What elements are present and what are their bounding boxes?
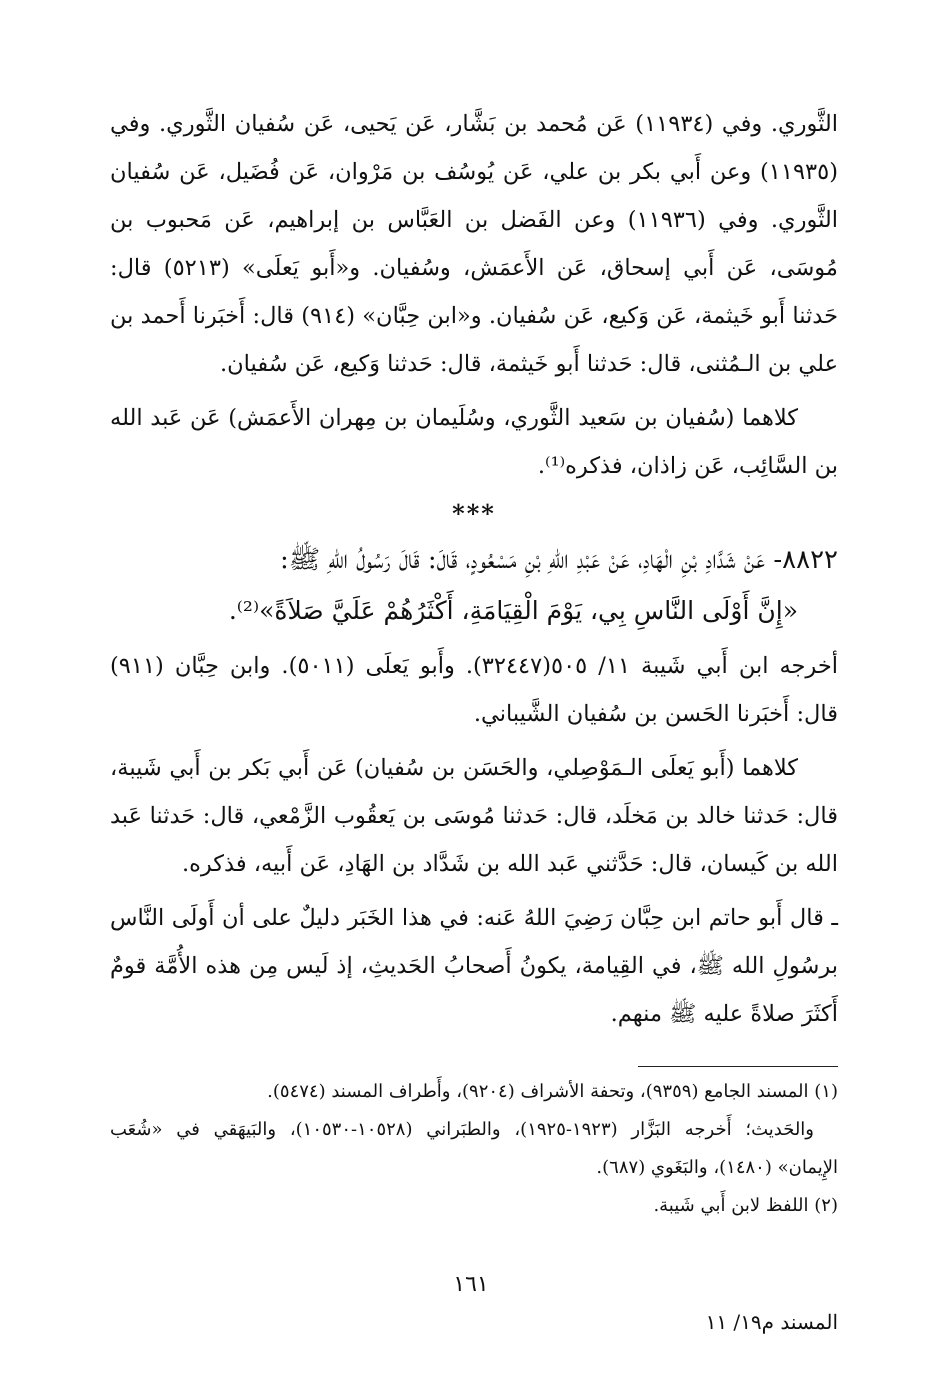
paragraph: الثَّوري. وفي (١١٩٣٤) عَن مُحمد بن بَشَّار، عَن يَحيى، عَن سُفيان الثَّوري. وفي (١١٩٣٥) وعن أَبي بكر بن علي، عَن يُوسُف بن مَرْوان، عَن فُضَيل، عَن سُفيان الثَّوري. وفي (١١٩٣٦) وعن الفَضل بن العَبَّاس بن إبراهيم، عَن مَحبوب بن مُوسَى، عَن أَبي إسحاق، عَن الأَعمَش، وسُفيان. و«أَبو يَعلَى» (٥٢١٣) قال: حَدثنا أَبو خَيثمة، عَن وَكيع، عَن سُفيان. و«ابن حِبَّان» (٩١٤) قال: أَخبَرنا أَحمد بن علي بن الـمُثنى، قال: حَدثنا أَبو خَيثمة، قال: حَدثنا وَكيع، عَن سُفيان. bbox=[110, 111, 839, 377]
hadith-text: «إِنَّ أَوْلَى النَّاسِ بِي، يَوْمَ الْقِيَامَةِ، أَكْثَرُهُمْ عَلَيَّ صَلاَةً»⁽²⁾. bbox=[228, 596, 798, 625]
paragraph: أخرجه ابن أَبي شَيبة ١١/ ٥٠٥(٣٢٤٤٧). وأَبو يَعلَى (٥٠١١). وابن حِبَّان (٩١١) قال: أَخبَرنا الحَسن بن سُفيان الشَّيباني. bbox=[110, 653, 839, 727]
footnote: (٢) اللفظ لابن أَبي شَيبة. bbox=[653, 1195, 838, 1216]
footnote-divider bbox=[638, 1066, 838, 1067]
footnote: (١) المسند الجامع (٩٣٥٩)، وتحفة الأشراف (٩٢٠٤)، وأَطراف المسند (٥٤٧٤). bbox=[267, 1081, 838, 1102]
paragraph: كلاهما (أَبو يَعلَى الـمَوْصِلي، والحَسَن بن سُفيان) عَن أَبي بَكر بن أَبي شَيبة، قال: حَدثنا خالد بن مَخلَد، قال: حَدثنا مُوسَى بن يَعقُوب الزَّمْعي، قال: حَدثنا عَبد الله بن كَيسان، قال: حَدَّثني عَبد الله بن شَدَّاد بن الهَادِ، عَن أَبيه، فذكره. bbox=[110, 755, 838, 877]
footnote: والحَديث؛ أَخرجه البَزَّار (١٩٢٣-١٩٢٥)، والطبَراني (١٠٥٢٨-١٠٥٣٠)، والبَيهَقي في «شُعَب الإِيمان» (١٤٨٠)، والبَغَوي (٦٨٧). bbox=[110, 1119, 838, 1178]
hadith-heading: ٨٨٢٢- عَنْ شَدَّادِ بْنِ الْهَادِ، عَنْ عَبْدِ اللهِ بْنِ مَسْعُودٍ، قَالَ: قَالَ رَسُولُ اللهِ ﷺ: bbox=[279, 545, 838, 575]
paragraph: ـ قال أَبو حاتم ابن حِبَّان رَضِيَ اللهُ عَنه: في هذا الخَبَر دليلٌ على أن أَولَى النَّاس برسُولِ الله ﷺ، في القِيامة، يكونُ أَصحابُ الحَديثِ، إذ لَيس مِن هذه الأُمَّة قومٌ أَكثَرَ صلاةً عليه ﷺ منهم. bbox=[110, 905, 838, 1027]
paragraph: كلاهما (سُفيان بن سَعيد الثَّوري، وسُلَيمان بن مِهران الأَعمَش) عَن عَبد الله بن السَّائِب، عَن زاذان، فذكره⁽¹⁾. bbox=[110, 405, 838, 479]
page-number: ١٦١ bbox=[453, 1272, 489, 1297]
signature-mark: المسند م١٩/ ١١ bbox=[705, 1310, 838, 1334]
section-separator: *** bbox=[452, 499, 496, 528]
page-content bbox=[110, 100, 838, 1225]
